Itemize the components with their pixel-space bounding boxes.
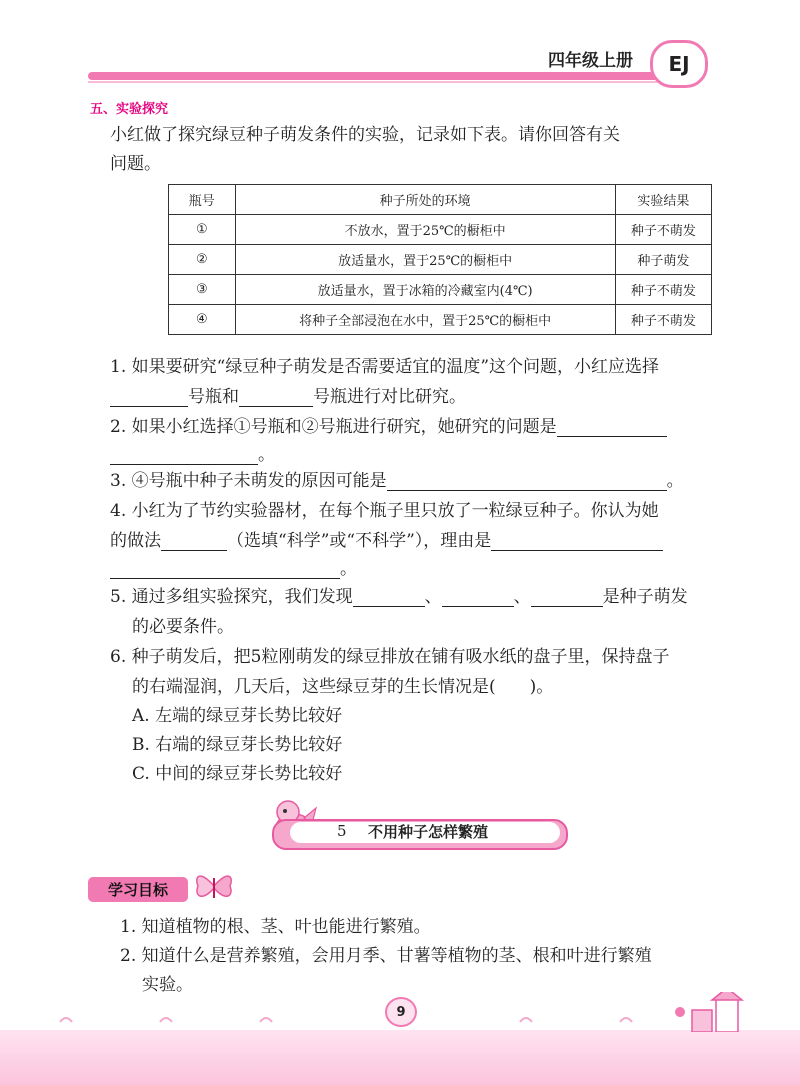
q5-text-start: 5. 通过多组实验探究，我们发现	[110, 587, 353, 607]
table-row	[169, 275, 712, 305]
cell-result: 种子不萌发	[615, 215, 711, 245]
header-band	[88, 72, 688, 80]
q3-text: 3. ④号瓶中种子未萌发的原因可能是	[110, 471, 387, 491]
answer-blank[interactable]	[110, 444, 258, 465]
goal-item-1: 1. 知道植物的根、茎、叶也能进行繁殖。	[120, 917, 431, 937]
question-6-line-1: 6. 种子萌发后，把5粒刚萌发的绿豆排放在铺有吸水纸的盘子里，保持盘子	[110, 647, 670, 667]
q5-separator: 、	[513, 587, 531, 607]
cell-bottle: ②	[169, 245, 236, 275]
q2-text-end: 。	[258, 445, 275, 465]
col-header-environment: 种子所处的环境	[235, 185, 615, 215]
q2-text: 2. 如果小红选择①号瓶和②号瓶进行研究，她研究的问题是	[110, 417, 557, 437]
answer-blank[interactable]	[491, 530, 663, 551]
cell-bottle: ④	[169, 305, 236, 335]
answer-blank[interactable]	[353, 586, 425, 607]
question-5-line-2: 的必要条件。	[132, 617, 234, 637]
page-number: 9	[385, 997, 417, 1027]
option-a[interactable]: A. 左端的绿豆芽长势比较好	[132, 706, 343, 726]
cell-environment: 不放水，置于25℃的橱柜中	[235, 215, 615, 245]
table-header-row	[169, 185, 712, 215]
section-title: 五、实验探究	[90, 102, 169, 117]
experiment-table	[168, 184, 712, 335]
answer-blank[interactable]	[557, 416, 667, 437]
answer-blank[interactable]	[531, 586, 603, 607]
table-row	[169, 245, 712, 275]
edition-badge: EJ	[650, 40, 708, 88]
goal-item-2-cont: 实验。	[142, 975, 193, 995]
cell-environment: 放适量水，置于25℃的橱柜中	[235, 245, 615, 275]
col-header-bottle: 瓶号	[169, 185, 236, 215]
q1-text-end: 号瓶进行对比研究。	[313, 387, 466, 407]
cell-result: 种子不萌发	[615, 275, 711, 305]
question-1-line-1: 1. 如果要研究“绿豆种子萌发是否需要适宜的温度”这个问题，小红应选择	[110, 357, 660, 377]
question-2-line-1	[110, 412, 667, 437]
cell-bottle: ③	[169, 275, 236, 305]
cell-result: 种子不萌发	[615, 305, 711, 335]
lesson-title: 不用种子怎样繁殖	[368, 823, 489, 841]
q3-text-end: 。	[666, 471, 684, 491]
q1-text-mid: 号瓶和	[188, 387, 239, 407]
question-5-line-1	[110, 582, 688, 607]
lesson-number: 5	[337, 822, 347, 840]
table-row	[169, 215, 712, 245]
goal-item-2: 2. 知道什么是营养繁殖，会用月季、甘薯等植物的茎、根和叶进行繁殖	[120, 946, 652, 966]
question-2-line-2	[110, 440, 275, 465]
col-header-result: 实验结果	[615, 185, 711, 215]
q4-text-end: 。	[340, 559, 357, 579]
answer-blank[interactable]	[110, 558, 340, 579]
table-row	[169, 305, 712, 335]
cell-bottle: ①	[169, 215, 236, 245]
q4-text-start: 的做法	[110, 531, 161, 551]
header-underline	[88, 81, 688, 83]
question-4-line-3	[110, 554, 357, 579]
question-1-line-2	[110, 382, 466, 407]
q5-separator: 、	[424, 587, 442, 607]
learning-goals-tag: 学习目标	[88, 877, 188, 902]
answer-blank[interactable]	[239, 386, 313, 407]
question-6-line-2: 的右端湿润，几天后，这些绿豆芽的生长情况是( )。	[132, 677, 554, 697]
cell-environment: 放适量水，置于冰箱的冷藏室内(4℃)	[235, 275, 615, 305]
answer-blank[interactable]	[442, 586, 514, 607]
question-4-line-2	[110, 526, 663, 551]
option-b[interactable]: B. 右端的绿豆芽长势比较好	[132, 735, 343, 755]
option-c[interactable]: C. 中间的绿豆芽长势比较好	[132, 764, 343, 784]
question-3	[110, 466, 684, 491]
answer-blank[interactable]	[110, 386, 188, 407]
grade-label: 四年级上册	[548, 51, 633, 71]
answer-blank[interactable]	[387, 470, 667, 491]
intro-line-2: 问题。	[110, 154, 161, 174]
intro-line-1: 小红做了探究绿豆种子萌发条件的实验，记录如下表。请你回答有关	[110, 125, 620, 145]
q5-text-end: 是种子萌发	[602, 587, 688, 607]
answer-blank[interactable]	[161, 530, 227, 551]
butterfly-icon	[192, 866, 236, 906]
question-4-line-1: 4. 小红为了节约实验器材，在每个瓶子里只放了一粒绿豆种子。你认为她	[110, 501, 659, 521]
cell-result: 种子萌发	[615, 245, 711, 275]
q4-text-mid: （选填“科学”或“不科学”），理由是	[227, 531, 492, 551]
footer-band	[0, 1030, 800, 1085]
cell-environment: 将种子全部浸泡在水中，置于25℃的橱柜中	[235, 305, 615, 335]
